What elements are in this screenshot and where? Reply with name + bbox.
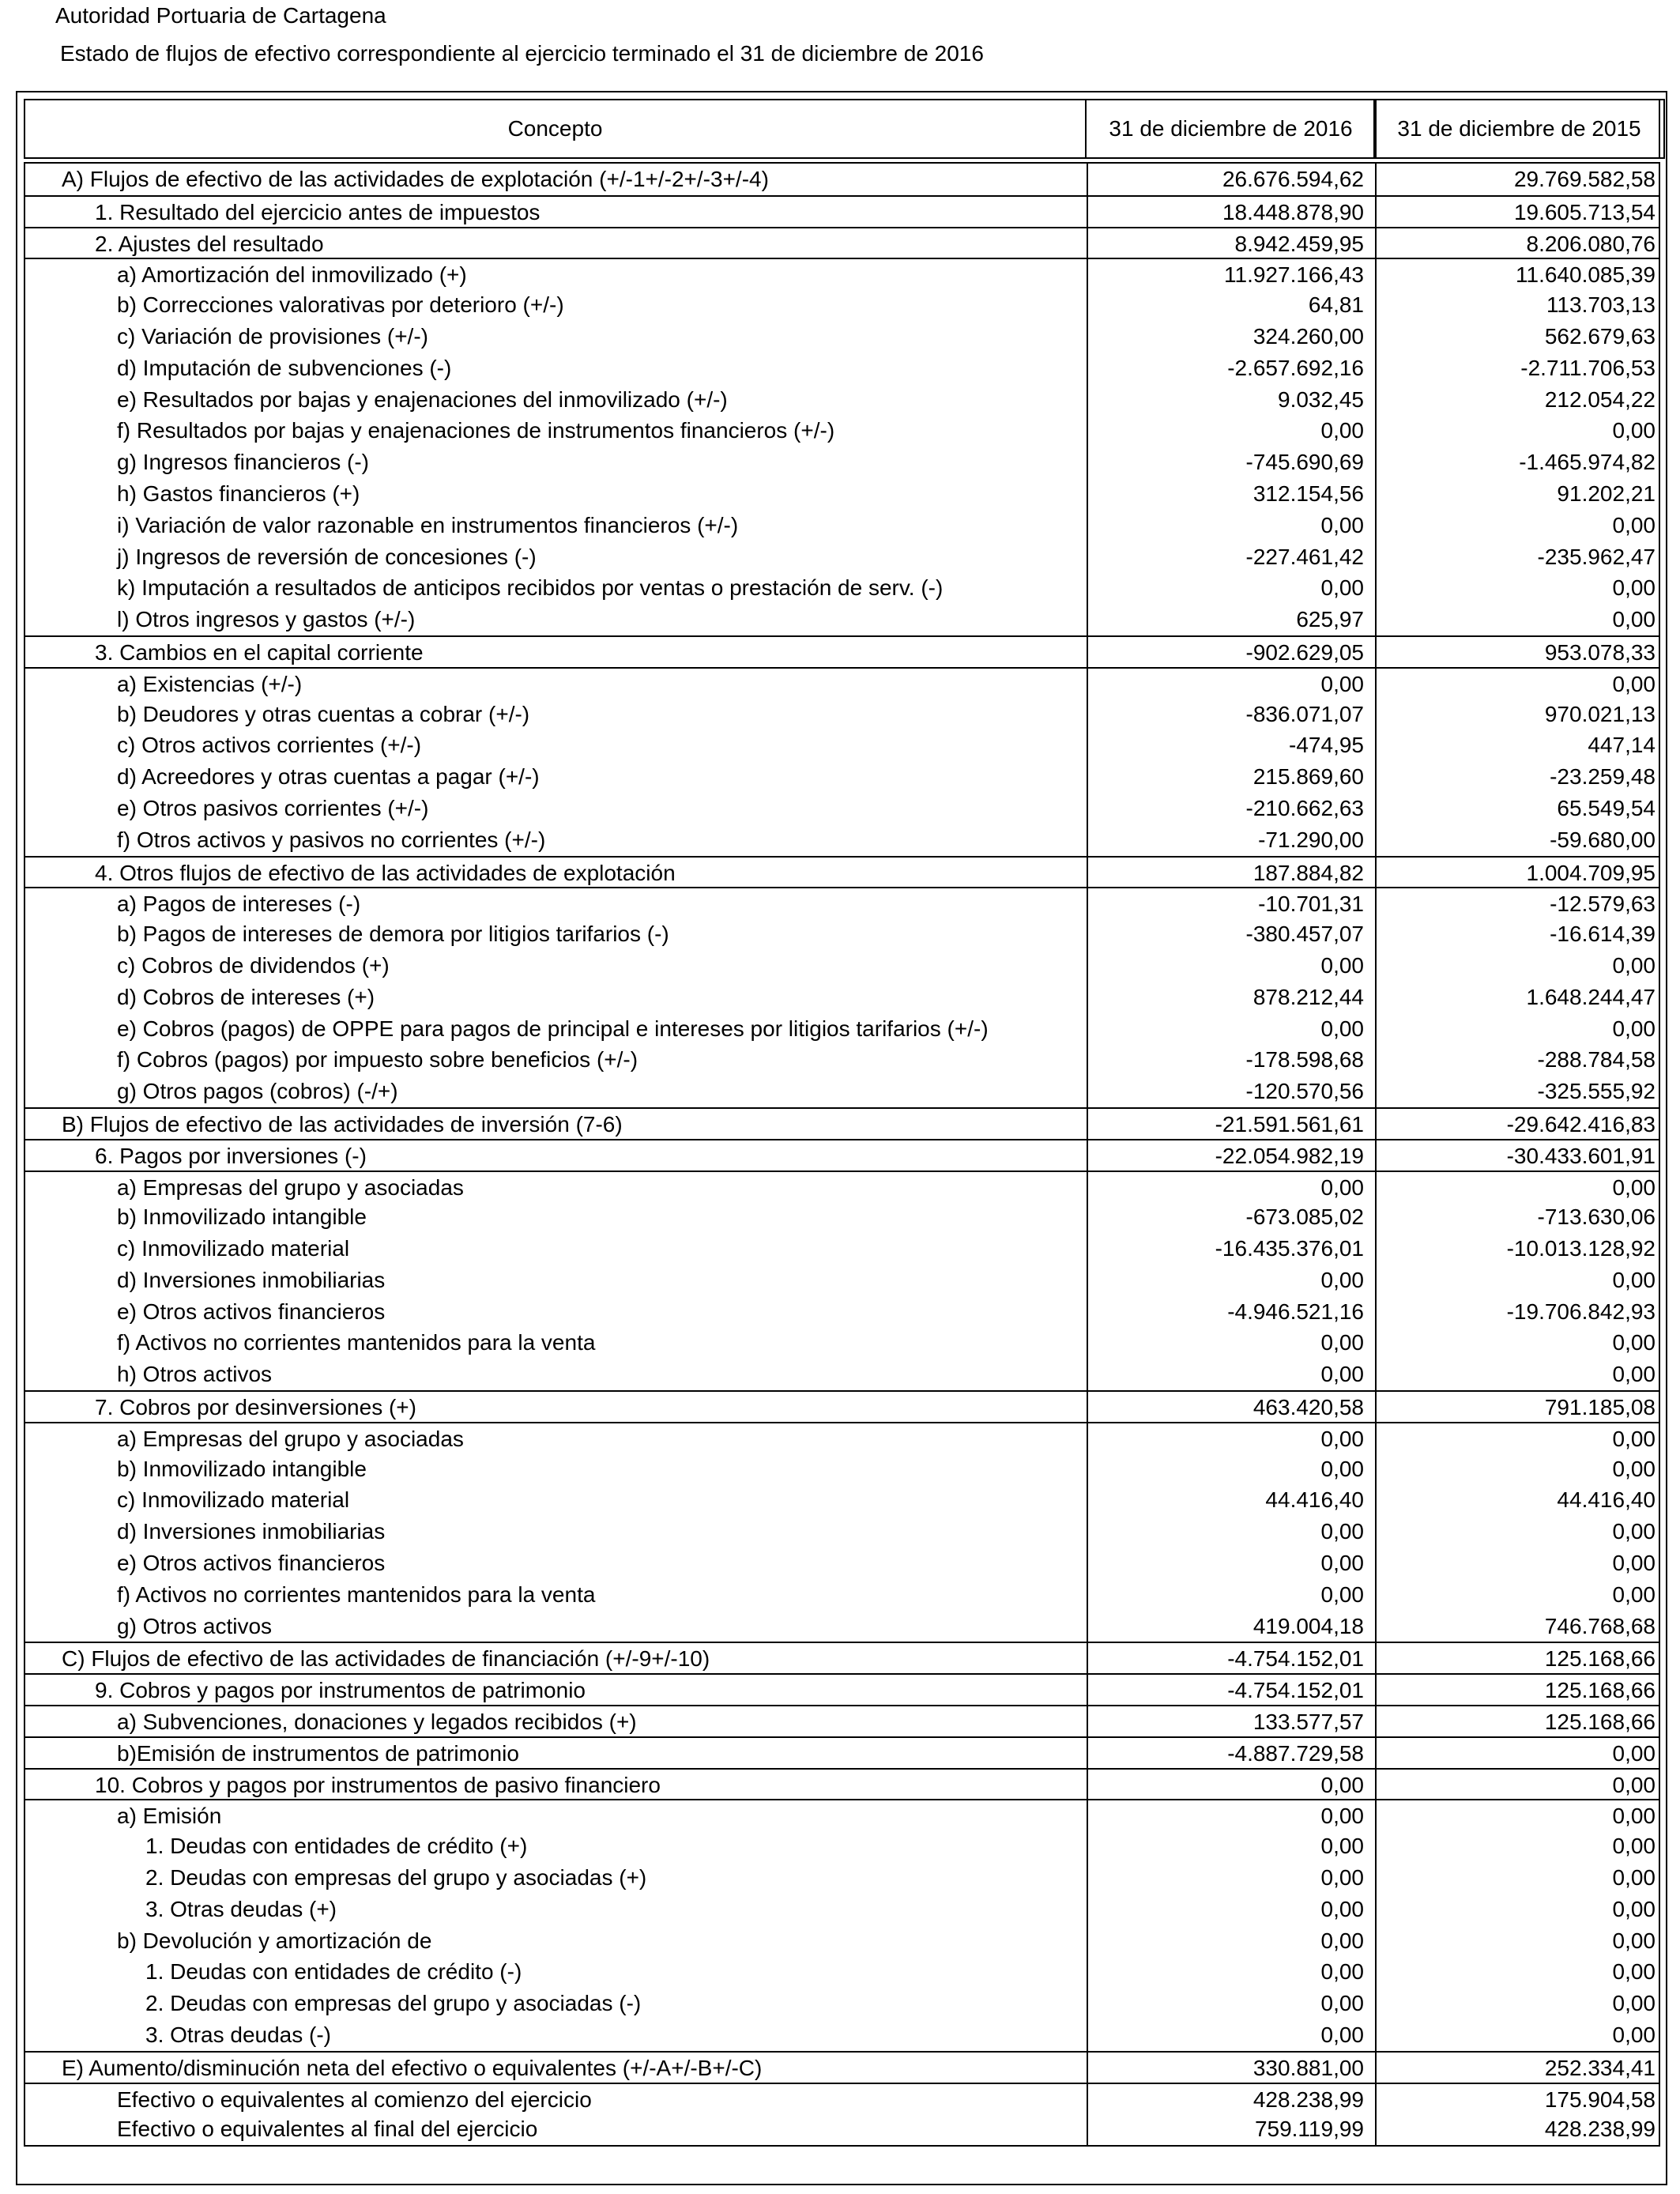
row-concept: b) Correcciones valorativas por deterioro (+/-) [117, 292, 564, 318]
row-value-2016: 0,00 [1087, 1988, 1375, 2019]
row-value-2015: -12.579,63 [1375, 888, 1660, 918]
row-value-2016: 0,00 [1087, 1516, 1375, 1547]
table-row [25, 667, 1659, 699]
table-row [25, 321, 1659, 352]
row-value-2016: 330.881,00 [1087, 2053, 1375, 2083]
table-row [25, 1359, 1659, 1390]
table-row [25, 604, 1659, 635]
row-value-2016: 0,00 [1087, 950, 1375, 982]
row-value-2015: -2.711.706,53 [1375, 352, 1660, 384]
table-row [25, 1579, 1659, 1611]
row-value-2015: 0,00 [1375, 1359, 1660, 1390]
table-row [25, 289, 1659, 321]
row-value-2015: 29.769.582,58 [1375, 164, 1660, 195]
row-value-2016: 419.004,18 [1087, 1611, 1375, 1642]
row-value-2015: 175.904,58 [1375, 2084, 1660, 2114]
table-row [25, 1453, 1659, 1485]
row-value-2016: -4.946.521,16 [1087, 1296, 1375, 1328]
table-row [25, 729, 1659, 761]
column-header-2015: 31 de diciembre de 2015 [1373, 99, 1665, 159]
table-row [25, 1327, 1659, 1359]
row-value-2016: 8.942.459,95 [1087, 228, 1375, 258]
row-value-2016: 0,00 [1087, 1894, 1375, 1925]
row-value-2016: 0,00 [1087, 1359, 1375, 1390]
row-concept: 6. Pagos por inversiones (-) [95, 1143, 367, 1168]
row-concept: g) Ingresos financieros (-) [117, 450, 370, 475]
column-header-2016: 31 de diciembre de 2016 [1085, 99, 1377, 159]
row-concept: 1. Resultado del ejercicio antes de impuestos [95, 199, 541, 224]
row-concept: i) Variación de valor razonable en instrumentos financieros (+/-) [117, 512, 739, 537]
row-value-2015: 746.768,68 [1375, 1611, 1660, 1642]
row-value-2016: -4.754.152,01 [1087, 1643, 1375, 1673]
row-concept: f) Resultados por bajas y enajenaciones de instrumentos financieros (+/-) [117, 418, 835, 443]
table-row [25, 950, 1659, 982]
row-value-2016: 0,00 [1087, 1830, 1375, 1862]
statement-title: Estado de flujos de efectivo correspondiente al ejercicio terminado el 31 de diciembre de 2016 [60, 41, 984, 66]
table-row [25, 1894, 1659, 1925]
row-concept: k) Imputación a resultados de anticipos recibidos por ventas o prestación de serv. (-) [117, 575, 944, 601]
row-value-2016: 187.884,82 [1087, 858, 1375, 888]
row-value-2016: -4.754.152,01 [1087, 1675, 1375, 1705]
row-value-2015: 0,00 [1375, 1738, 1660, 1768]
table-row [25, 887, 1659, 918]
row-concept: E) Aumento/disminución neta del efectivo o equivalentes (+/-A+/-B+/-C) [62, 2055, 763, 2080]
row-concept: g) Otros pagos (cobros) (-/+) [117, 1079, 398, 1104]
row-value-2016: 133.577,57 [1087, 1706, 1375, 1736]
row-concept: 2. Deudas con empresas del grupo y asociadas (-) [145, 1991, 642, 2016]
table-row [25, 352, 1659, 384]
row-concept: d) Inversiones inmobiliarias [117, 1267, 386, 1292]
row-concept: 4. Otros flujos de efectivo de las actividades de explotación [95, 860, 676, 885]
row-value-2016: -380.457,07 [1087, 918, 1375, 950]
row-concept: b) Inmovilizado intangible [117, 1204, 367, 1230]
row-concept: a) Empresas del grupo y asociadas [117, 1426, 464, 1451]
row-value-2015: 0,00 [1375, 1579, 1660, 1611]
table-row [25, 1705, 1659, 1736]
row-value-2016: 0,00 [1087, 1862, 1375, 1894]
table-row [25, 1768, 1659, 1800]
table-row [25, 1233, 1659, 1265]
table-row [25, 2113, 1659, 2145]
row-value-2015: 0,00 [1375, 1547, 1660, 1579]
table-row [25, 635, 1659, 667]
entity-name: Autoridad Portuaria de Cartagena [55, 3, 386, 28]
table-row [25, 1044, 1659, 1076]
table-row [25, 1484, 1659, 1516]
row-value-2015: 44.416,40 [1375, 1484, 1660, 1516]
row-concept: c) Variación de provisiones (+/-) [117, 323, 428, 349]
table-row [25, 1296, 1659, 1328]
row-value-2016: 0,00 [1087, 1423, 1375, 1453]
row-concept: l) Otros ingresos y gastos (+/-) [117, 607, 416, 632]
row-value-2016: -836.071,07 [1087, 699, 1375, 730]
row-concept: B) Flujos de efectivo de las actividades de inversión (7-6) [62, 1111, 623, 1137]
row-value-2015: -23.259,48 [1375, 761, 1660, 793]
row-value-2016: -474,95 [1087, 729, 1375, 761]
row-value-2016: 0,00 [1087, 1013, 1375, 1045]
row-concept: h) Gastos financieros (+) [117, 481, 360, 506]
row-value-2015: 252.334,41 [1375, 2053, 1660, 2083]
row-concept: d) Imputación de subvenciones (-) [117, 355, 452, 380]
row-value-2015: 0,00 [1375, 1925, 1660, 1957]
row-concept: a) Empresas del grupo y asociadas [117, 1174, 464, 1200]
row-value-2015: -1.465.974,82 [1375, 447, 1660, 478]
row-concept: 9. Cobros y pagos por instrumentos de patrimonio [95, 1678, 586, 1703]
row-concept: a) Amortización del inmovilizado (+) [117, 262, 467, 288]
row-value-2015: 8.206.080,76 [1375, 228, 1660, 258]
row-concept: A) Flujos de efectivo de las actividades de explotación (+/-1+/-2+/-3+/-4) [62, 167, 769, 191]
table-row [25, 1988, 1659, 2019]
row-concept: 3. Otras deudas (+) [145, 1896, 337, 1921]
row-concept: 2. Deudas con empresas del grupo y asociadas (+) [145, 1865, 647, 1891]
table-row [25, 1799, 1659, 1830]
row-value-2015: -10.013.128,92 [1375, 1233, 1660, 1265]
table-row [25, 1862, 1659, 1894]
table-body [24, 162, 1660, 2147]
row-concept: b)Emisión de instrumentos de patrimonio [117, 1740, 519, 1766]
row-value-2016: -902.629,05 [1087, 637, 1375, 667]
table-row [25, 2019, 1659, 2051]
row-value-2016: 44.416,40 [1087, 1484, 1375, 1516]
row-value-2015: 0,00 [1375, 1516, 1660, 1547]
row-value-2015: 0,00 [1375, 1800, 1660, 1830]
row-value-2015: 0,00 [1375, 510, 1660, 541]
table-row [25, 1201, 1659, 1233]
row-concept: f) Activos no corrientes mantenidos para la venta [117, 1581, 596, 1607]
row-value-2016: 0,00 [1087, 1770, 1375, 1800]
row-value-2015: 0,00 [1375, 1423, 1660, 1453]
row-value-2015: 1.004.709,95 [1375, 858, 1660, 888]
row-value-2015: 0,00 [1375, 1453, 1660, 1485]
table-row [25, 1642, 1659, 1673]
row-value-2015: 65.549,54 [1375, 793, 1660, 824]
row-value-2015: 91.202,21 [1375, 478, 1660, 510]
table-row [25, 510, 1659, 541]
row-concept: e) Otros activos financieros [117, 1299, 386, 1324]
row-value-2015: 953.078,33 [1375, 637, 1660, 667]
row-value-2016: -2.657.692,16 [1087, 352, 1375, 384]
row-concept: h) Otros activos [117, 1362, 273, 1387]
row-concept: 7. Cobros por desinversiones (+) [95, 1395, 416, 1420]
row-value-2016: 215.869,60 [1087, 761, 1375, 793]
row-value-2015: -30.433.601,91 [1375, 1140, 1660, 1171]
row-value-2016: 0,00 [1087, 1800, 1375, 1830]
table-row [25, 164, 1659, 195]
row-value-2015: -288.784,58 [1375, 1044, 1660, 1076]
row-value-2016: -22.054.982,19 [1087, 1140, 1375, 1171]
row-concept: C) Flujos de efectivo de las actividades de financiación (+/-9+/-10) [62, 1646, 710, 1672]
row-concept: d) Inversiones inmobiliarias [117, 1519, 386, 1544]
table-row [25, 572, 1659, 604]
row-concept: e) Otros pasivos corrientes (+/-) [117, 795, 429, 820]
row-concept: c) Cobros de dividendos (+) [117, 952, 390, 978]
row-concept: a) Emisión [117, 1804, 222, 1829]
table-row [25, 415, 1659, 447]
table-row [25, 982, 1659, 1013]
table-row [25, 856, 1659, 888]
row-concept: b) Devolución y amortización de [117, 1928, 432, 1953]
row-concept: d) Cobros de intereses (+) [117, 984, 375, 1009]
column-header-concept: Concepto [24, 99, 1087, 159]
row-value-2016: 0,00 [1087, 415, 1375, 447]
table-row [25, 1830, 1659, 1862]
table-row [25, 1107, 1659, 1139]
row-concept: b) Deudores y otras cuentas a cobrar (+/-) [117, 701, 530, 726]
table-row [25, 1516, 1659, 1547]
row-value-2015: -325.555,92 [1375, 1076, 1660, 1107]
row-value-2015: 0,00 [1375, 1327, 1660, 1359]
row-concept: Efectivo o equivalentes al final del ejercicio [117, 2117, 538, 2142]
table-row [25, 699, 1659, 730]
row-value-2016: 0,00 [1087, 669, 1375, 699]
row-concept: f) Otros activos y pasivos no corrientes (+/-) [117, 827, 546, 852]
row-value-2015: 125.168,66 [1375, 1643, 1660, 1673]
row-value-2016: -227.461,42 [1087, 541, 1375, 573]
row-value-2015: 791.185,08 [1375, 1392, 1660, 1422]
row-value-2015: 1.648.244,47 [1375, 982, 1660, 1013]
row-value-2016: 878.212,44 [1087, 982, 1375, 1013]
row-value-2016: 312.154,56 [1087, 478, 1375, 510]
table-row [25, 447, 1659, 478]
row-value-2015: 113.703,13 [1375, 289, 1660, 321]
row-value-2015: 562.679,63 [1375, 321, 1660, 352]
table-row [25, 258, 1659, 289]
table-row [25, 1736, 1659, 1768]
row-value-2016: -745.690,69 [1087, 447, 1375, 478]
row-value-2015: 19.605.713,54 [1375, 197, 1660, 227]
row-value-2015: 0,00 [1375, 415, 1660, 447]
row-value-2015: -19.706.842,93 [1375, 1296, 1660, 1328]
row-value-2015: 11.640.085,39 [1375, 259, 1660, 289]
row-value-2015: 0,00 [1375, 572, 1660, 604]
row-concept: a) Subvenciones, donaciones y legados recibidos (+) [117, 1710, 637, 1735]
row-concept: c) Inmovilizado material [117, 1487, 350, 1513]
table-row [25, 195, 1659, 227]
table-row [25, 1076, 1659, 1107]
row-value-2015: 125.168,66 [1375, 1675, 1660, 1705]
table-row [25, 1422, 1659, 1453]
row-value-2016: -10.701,31 [1087, 888, 1375, 918]
row-concept: b) Pagos de intereses de demora por litigios tarifarios (-) [117, 922, 669, 947]
row-value-2016: -4.887.729,58 [1087, 1738, 1375, 1768]
row-value-2016: 0,00 [1087, 1579, 1375, 1611]
row-value-2016: 0,00 [1087, 1265, 1375, 1296]
row-value-2015: 0,00 [1375, 1013, 1660, 1045]
row-concept: c) Inmovilizado material [117, 1236, 350, 1261]
table-row [25, 384, 1659, 416]
row-concept: f) Activos no corrientes mantenidos para la venta [117, 1330, 596, 1355]
row-concept: 1. Deudas con entidades de crédito (+) [145, 1834, 528, 1859]
row-value-2015: 0,00 [1375, 1956, 1660, 1988]
row-value-2015: 0,00 [1375, 2019, 1660, 2051]
row-concept: a) Existencias (+/-) [117, 671, 303, 696]
table-row [25, 1013, 1659, 1045]
table-row [25, 541, 1659, 573]
row-value-2015: 0,00 [1375, 1862, 1660, 1894]
table-row [25, 227, 1659, 258]
table-header [24, 99, 1660, 159]
row-value-2016: 64,81 [1087, 289, 1375, 321]
row-value-2015: 125.168,66 [1375, 1706, 1660, 1736]
row-value-2016: 0,00 [1087, 1327, 1375, 1359]
row-value-2016: 759.119,99 [1087, 2113, 1375, 2145]
row-value-2016: -16.435.376,01 [1087, 1233, 1375, 1265]
row-concept: e) Cobros (pagos) de OPPE para pagos de principal e intereses por litigios tarifarios (+/-) [117, 1016, 989, 1041]
row-value-2015: -713.630,06 [1375, 1201, 1660, 1233]
row-value-2015: 0,00 [1375, 1172, 1660, 1202]
row-value-2015: -16.614,39 [1375, 918, 1660, 950]
table-row [25, 1139, 1659, 1171]
table-row [25, 1673, 1659, 1705]
row-concept: 3. Otras deudas (-) [145, 2022, 331, 2048]
row-value-2015: 970.021,13 [1375, 699, 1660, 730]
row-value-2016: -178.598,68 [1087, 1044, 1375, 1076]
row-concept: 3. Cambios en el capital corriente [95, 639, 424, 665]
row-value-2016: -210.662,63 [1087, 793, 1375, 824]
table-row [25, 1171, 1659, 1202]
row-value-2016: 0,00 [1087, 2019, 1375, 2051]
row-value-2016: -71.290,00 [1087, 824, 1375, 856]
row-concept: 10. Cobros y pagos por instrumentos de pasivo financiero [95, 1772, 661, 1797]
row-value-2016: 324.260,00 [1087, 321, 1375, 352]
row-value-2016: 11.927.166,43 [1087, 259, 1375, 289]
table-row [25, 761, 1659, 793]
row-concept: Efectivo o equivalentes al comienzo del ejercicio [117, 2087, 592, 2112]
row-value-2015: 212.054,22 [1375, 384, 1660, 416]
row-value-2015: 0,00 [1375, 1265, 1660, 1296]
row-concept: b) Inmovilizado intangible [117, 1456, 367, 1481]
row-value-2015: -59.680,00 [1375, 824, 1660, 856]
table-row [25, 824, 1659, 856]
row-value-2015: 447,14 [1375, 729, 1660, 761]
row-value-2016: 18.448.878,90 [1087, 197, 1375, 227]
row-value-2015: -29.642.416,83 [1375, 1109, 1660, 1139]
row-concept: 2. Ajustes del resultado [95, 231, 324, 256]
table-row [25, 2051, 1659, 2083]
table-row [25, 1925, 1659, 1957]
row-concept: g) Otros activos [117, 1613, 273, 1638]
row-concept: 1. Deudas con entidades de crédito (-) [145, 1959, 522, 1985]
table-row [25, 478, 1659, 510]
row-value-2016: 0,00 [1087, 510, 1375, 541]
row-concept: d) Acreedores y otras cuentas a pagar (+/-) [117, 764, 540, 790]
row-concept: e) Otros activos financieros [117, 1551, 386, 1576]
table-row [25, 2083, 1659, 2114]
row-concept: j) Ingresos de reversión de concesiones (-) [117, 544, 537, 569]
row-value-2015: 0,00 [1375, 1770, 1660, 1800]
table-row [25, 1390, 1659, 1422]
row-value-2015: 0,00 [1375, 950, 1660, 982]
row-value-2015: 0,00 [1375, 669, 1660, 699]
row-value-2016: -120.570,56 [1087, 1076, 1375, 1107]
row-value-2015: 428.238,99 [1375, 2113, 1660, 2145]
table-row [25, 1547, 1659, 1579]
table-row [25, 918, 1659, 950]
row-value-2016: -673.085,02 [1087, 1201, 1375, 1233]
row-concept: c) Otros activos corrientes (+/-) [117, 733, 422, 758]
row-value-2015: 0,00 [1375, 1988, 1660, 2019]
row-value-2016: 428.238,99 [1087, 2084, 1375, 2114]
row-value-2016: 0,00 [1087, 1956, 1375, 1988]
table-row [25, 793, 1659, 824]
row-concept: e) Resultados por bajas y enajenaciones del inmovilizado (+/-) [117, 386, 728, 412]
row-value-2015: 0,00 [1375, 604, 1660, 635]
table-row [25, 1956, 1659, 1988]
row-value-2015: 0,00 [1375, 1894, 1660, 1925]
table-row [25, 1611, 1659, 1642]
row-concept: f) Cobros (pagos) por impuesto sobre beneficios (+/-) [117, 1047, 638, 1072]
row-value-2015: -235.962,47 [1375, 541, 1660, 573]
row-concept: a) Pagos de intereses (-) [117, 892, 361, 917]
row-value-2016: 0,00 [1087, 1547, 1375, 1579]
row-value-2016: 0,00 [1087, 1453, 1375, 1485]
row-value-2016: 26.676.594,62 [1087, 164, 1375, 195]
row-value-2016: 0,00 [1087, 1172, 1375, 1202]
table-row [25, 1265, 1659, 1296]
row-value-2016: 625,97 [1087, 604, 1375, 635]
row-value-2016: 9.032,45 [1087, 384, 1375, 416]
row-value-2015: 0,00 [1375, 1830, 1660, 1862]
row-value-2016: 0,00 [1087, 1925, 1375, 1957]
row-value-2016: -21.591.561,61 [1087, 1109, 1375, 1139]
row-value-2016: 0,00 [1087, 572, 1375, 604]
row-value-2016: 463.420,58 [1087, 1392, 1375, 1422]
